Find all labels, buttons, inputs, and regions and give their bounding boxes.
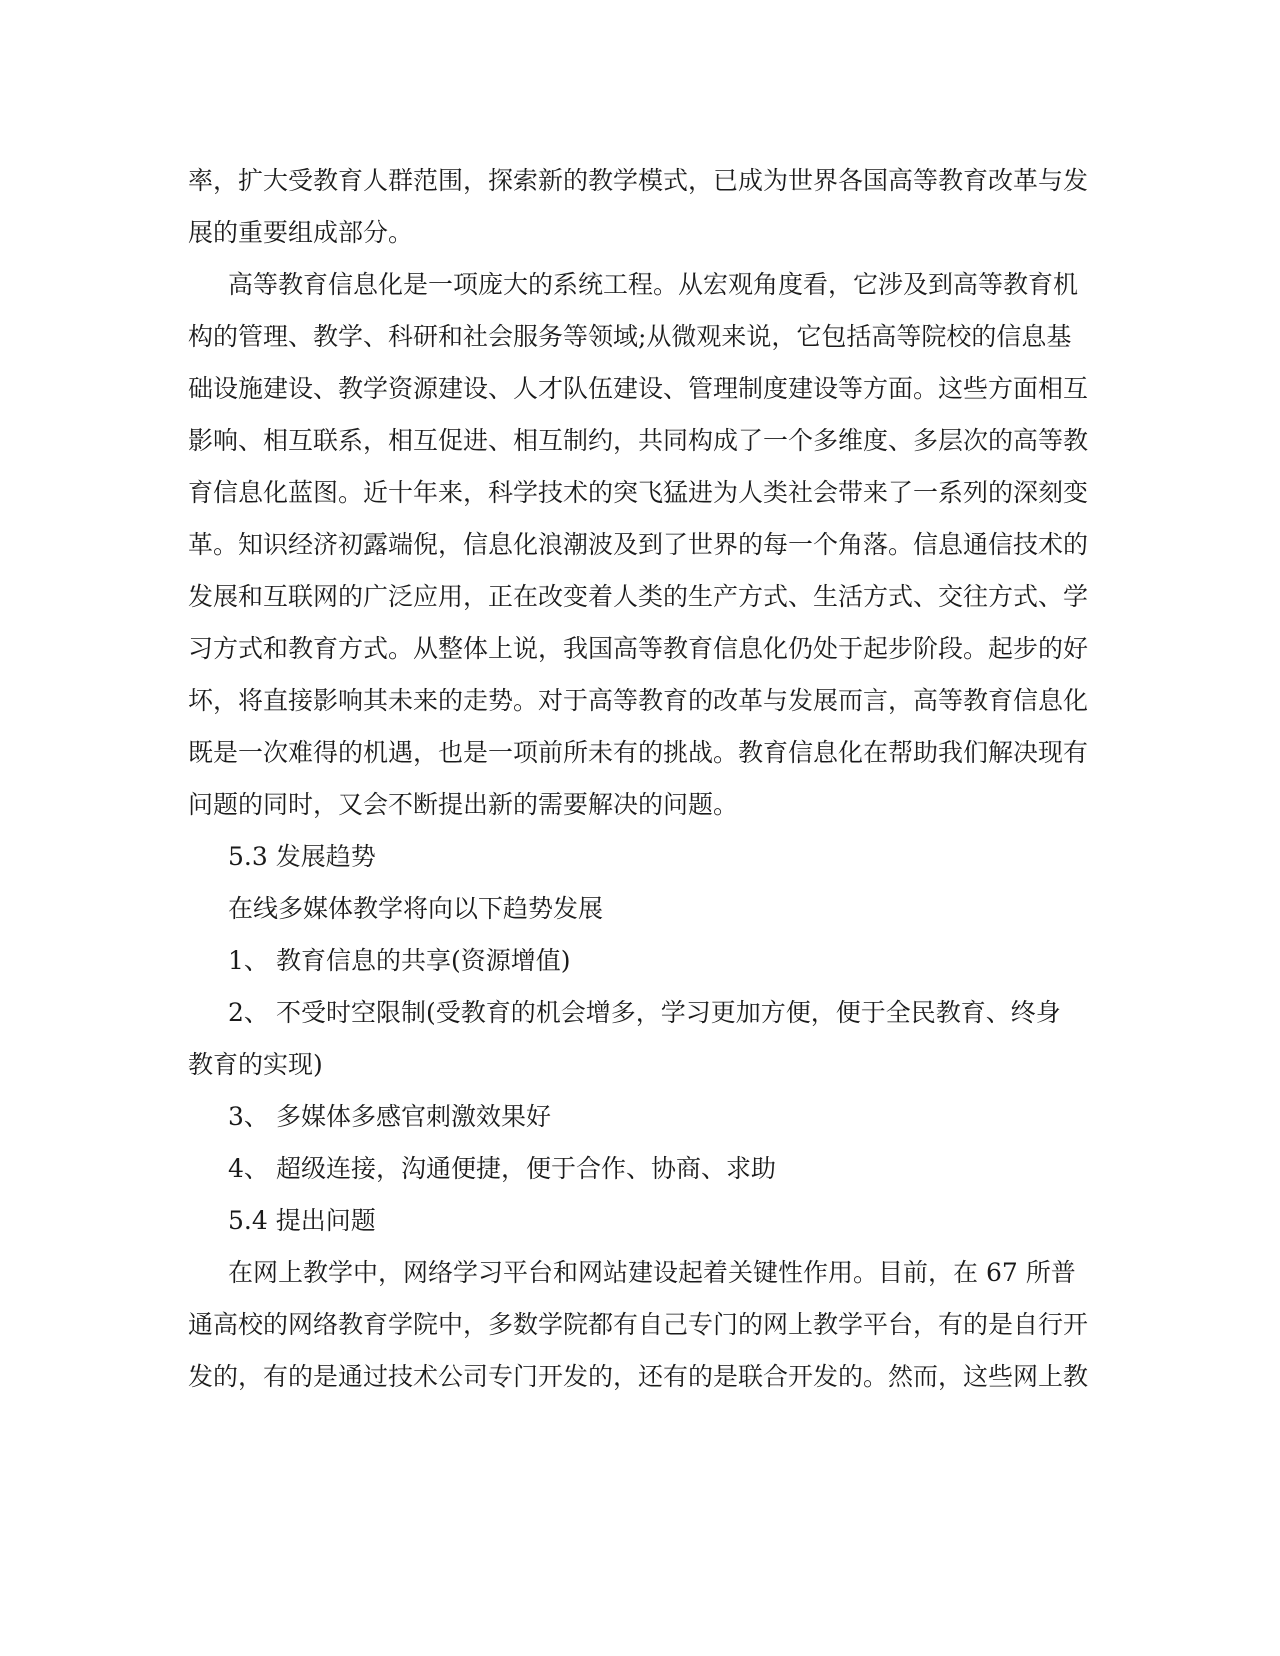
paragraph-line: 既是一次难得的机遇，也是一项前所未有的挑战。教育信息化在帮助我们解决现有 — [188, 738, 1089, 767]
list-intro: 在线多媒体教学将向以下趋势发展 — [228, 894, 604, 923]
list-item-text: 多媒体多感官刺激效果好 — [276, 1102, 552, 1131]
list-number: 3、 — [228, 1102, 269, 1131]
list-item-2 — [228, 995, 1061, 1031]
paragraph-line: 发展和互联网的广泛应用，正在改变着人类的生产方式、生活方式、交往方式、学 — [188, 582, 1089, 611]
paragraph-line: 坏，将直接影响其未来的走势。对于高等教育的改革与发展而言，高等教育信息化 — [188, 686, 1089, 715]
paragraph-line: 率，扩大受教育人群范围，探索新的教学模式，已成为世界各国高等教育改革与发 — [188, 166, 1089, 195]
paragraph-line: 展的重要组成部分。 — [188, 218, 414, 247]
paragraph-line: 习方式和教育方式。从整体上说，我国高等教育信息化仍处于起步阶段。起步的好 — [188, 634, 1089, 663]
paragraph-line: 通高校的网络教育学院中，多数学院都有自己专门的网上教学平台，有的是自行开 — [188, 1310, 1089, 1339]
paragraph-line: 发的，有的是通过技术公司专门开发的，还有的是联合开发的。然而，这些网上教 — [188, 1362, 1089, 1391]
paragraph-line: 础设施建设、教学资源建设、人才队伍建设、管理制度建设等方面。这些方面相互 — [188, 374, 1089, 403]
section-heading-5-3: 5.3 发展趋势 — [228, 842, 376, 871]
paragraph-line: 影响、相互联系，相互促进、相互制约，共同构成了一个多维度、多层次的高等教 — [188, 426, 1089, 455]
list-item-text: 不受时空限制(受教育的机会增多，学习更加方便，便于全民教育、终身 — [276, 998, 1061, 1027]
paragraph-line: 问题的同时，又会不断提出新的需要解决的问题。 — [188, 790, 739, 819]
paragraph-line: 构的管理、教学、科研和社会服务等领域;从微观来说，它包括高等院校的信息基 — [188, 322, 1072, 351]
list-number: 2、 — [228, 998, 269, 1027]
paragraph-line: 育信息化蓝图。近十年来，科学技术的突飞猛进为人类社会带来了一系列的深刻变 — [188, 478, 1089, 507]
list-item-1 — [228, 943, 571, 979]
paragraph-line: 革。知识经济初露端倪，信息化浪潮波及到了世界的每一个角落。信息通信技术的 — [188, 530, 1089, 559]
list-item-text: 教育信息的共享(资源增值) — [276, 946, 571, 975]
list-item-text: 超级连接，沟通便捷，便于合作、协商、求助 — [276, 1154, 777, 1183]
list-item-3 — [228, 1099, 551, 1135]
list-number: 1、 — [228, 946, 269, 975]
section-heading-5-4: 5.4 提出问题 — [228, 1206, 376, 1235]
list-item-4 — [228, 1151, 776, 1187]
list-number: 4、 — [228, 1154, 269, 1183]
paragraph-line: 在网上教学中，网络学习平台和网站建设起着关键性作用。目前，在 67 所普 — [228, 1258, 1076, 1287]
paragraph-line: 高等教育信息化是一项庞大的系统工程。从宏观角度看，它涉及到高等教育机 — [228, 270, 1079, 299]
list-item-2-continuation: 教育的实现) — [188, 1050, 323, 1079]
